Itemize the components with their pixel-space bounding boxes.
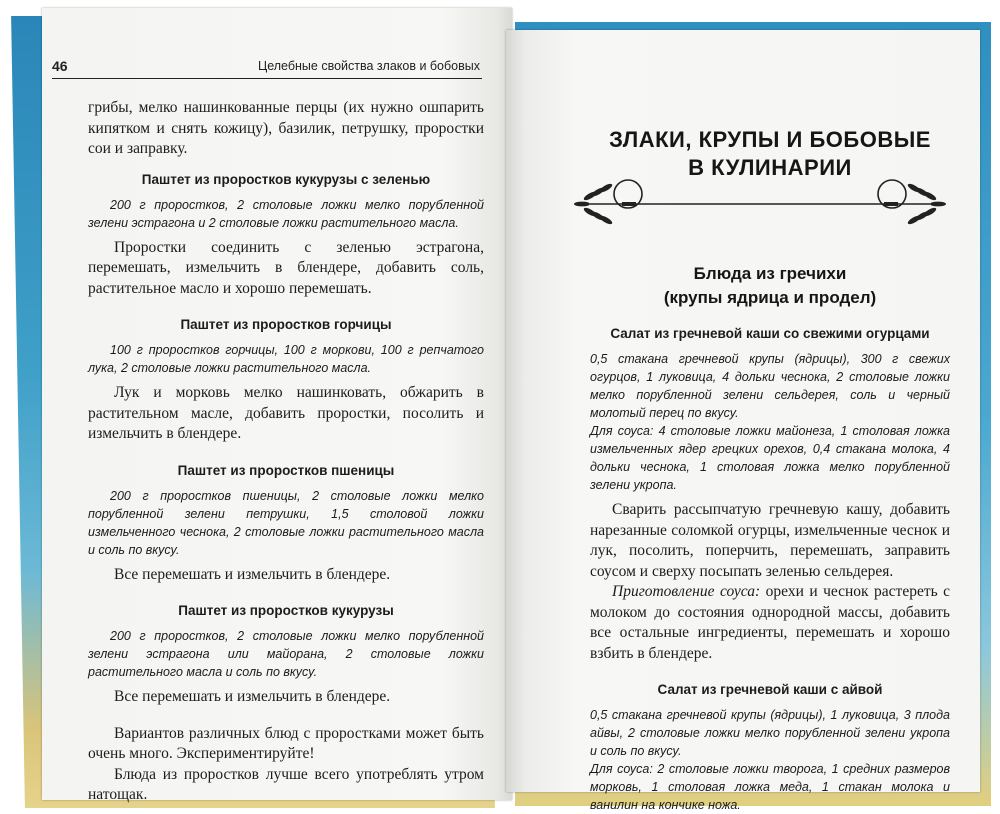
section-title-subline: (крупы ядрица и продел) bbox=[663, 288, 877, 307]
closing-paragraph: Вариантов различных блюд с проростками может быть очень много. Экспериментируйте! bbox=[88, 724, 484, 762]
section-title-line: Блюда из гречихи bbox=[693, 264, 847, 283]
sauce-preparation-text: орехи и чеснок растереть с молоком до состояния однородной массы, добавить все остальные ингредиенты, перемешать и хорошо взбить в блендере. bbox=[590, 583, 951, 662]
chapter-title bbox=[580, 126, 960, 182]
recipe-sauce: Для соуса: 2 столовые ложки творога, 1 средних размеров морковь, 1 столовая ложка меда, 1 стакан молока и ванилин на кончике ножа. bbox=[590, 762, 950, 812]
section-title bbox=[590, 262, 950, 310]
recipe-title: Паштет из проростков пшеницы bbox=[177, 462, 395, 478]
recipe-ingredients: 200 г проростков, 2 столовые ложки мелко порубленной зелени эстрагона и 2 столовые ложки растительного масла. bbox=[88, 197, 484, 230]
recipe-title: Салат из гречневой каши с айвой bbox=[657, 682, 883, 697]
wheat-ornament-icon bbox=[570, 176, 950, 232]
chapter-title-line: В КУЛИНАРИИ bbox=[688, 155, 852, 180]
recipe-ingredients: 0,5 стакана гречневой крупы (ядрицы), 300 г свежих огурцов, 1 луковица, 4 дольки чеснока, 2 столовые ложки мелко порубленной зелени сельдерея, соль и черный молотый перец по вкусу. bbox=[590, 352, 950, 420]
closing-paragraph: Блюда из проростков лучше всего употреблять утром натощак. bbox=[88, 765, 484, 803]
recipe-ingredients: 200 г проростков, 2 столовые ложки мелко порубленной зелени эстрагона или майорана, 2 столовые ложки растительного масла и соль по вкусу. bbox=[88, 629, 484, 679]
running-title: Целебные свойства злаков и бобовых bbox=[257, 59, 480, 73]
recipe-method: Сварить рассыпчатую гречневую кашу, добавить нарезанные соломкой огурцы, измельченные чеснок и лук, посолить, поперчить, перемешать, заправить соусом и сверху посыпать зеленью сельдерея. bbox=[590, 501, 950, 580]
recipe-method: Проростки соединить с зеленью эстрагона, перемешать, измельчить в блендере, добавить соль, растительное масло и хорошо перемешать. bbox=[88, 238, 484, 297]
chapter-title-line: ЗЛАКИ, КРУПЫ И БОБОВЫЕ bbox=[609, 127, 931, 152]
recipe-title: Паштет из проростков кукурузы с зеленью bbox=[141, 171, 431, 187]
recipe-method: Лук и морковь мелко нашинковать, обжарить в растительном масле, добавить проростки, посолить и измельчить в блендере. bbox=[88, 384, 484, 442]
running-header bbox=[52, 56, 482, 79]
recipe-title: Салат из гречневой каши со свежими огурцами bbox=[610, 326, 930, 341]
page-number: 46 bbox=[52, 58, 68, 74]
left-page-text bbox=[88, 98, 484, 806]
recipe-sauce: Для соуса: 4 столовые ложки майонеза, 1 столовая ложка измельченных ядер грецких орехов, 0,4 стакана молока, 4 дольки чеснока, 1 столовая ложка мелко порубленной зелени укропа. bbox=[590, 424, 950, 492]
recipe-ingredients: 0,5 стакана гречневой крупы (ядрицы), 1 луковица, 3 плода айвы, 2 столовые ложки мелко порубленной зелени укропа и соль по вкусу. bbox=[590, 708, 950, 758]
sauce-preparation-label: Приготовление соуса: bbox=[612, 583, 761, 600]
recipe-title: Паштет из проростков горчицы bbox=[180, 317, 392, 332]
recipe-ingredients: 100 г проростков горчицы, 100 г моркови, 100 г репчатого лука, 2 столовые ложки растительного масла. bbox=[88, 343, 484, 375]
recipe-method: Все перемешать и измельчить в блендере. bbox=[114, 688, 391, 705]
recipe-method: Все перемешать и измельчить в блендере. bbox=[114, 565, 391, 583]
recipe-ingredients: 200 г проростков пшеницы, 2 столовые ложки мелко порубленной зелени петрушки, 1,5 столовой ложки измельченного чеснока, 2 столовые ложки растительного масла и соль по вкусу. bbox=[88, 488, 484, 557]
sauce-preparation bbox=[590, 582, 950, 664]
recipe-title: Паштет из проростков кукурузы bbox=[178, 603, 394, 618]
intro-paragraph: грибы, мелко нашинкованные перцы (их нужно ошпарить кипятком и снять кожицу), базилик, петрушку, проростки сои и заправку. bbox=[88, 99, 484, 157]
right-page-text bbox=[590, 324, 950, 814]
